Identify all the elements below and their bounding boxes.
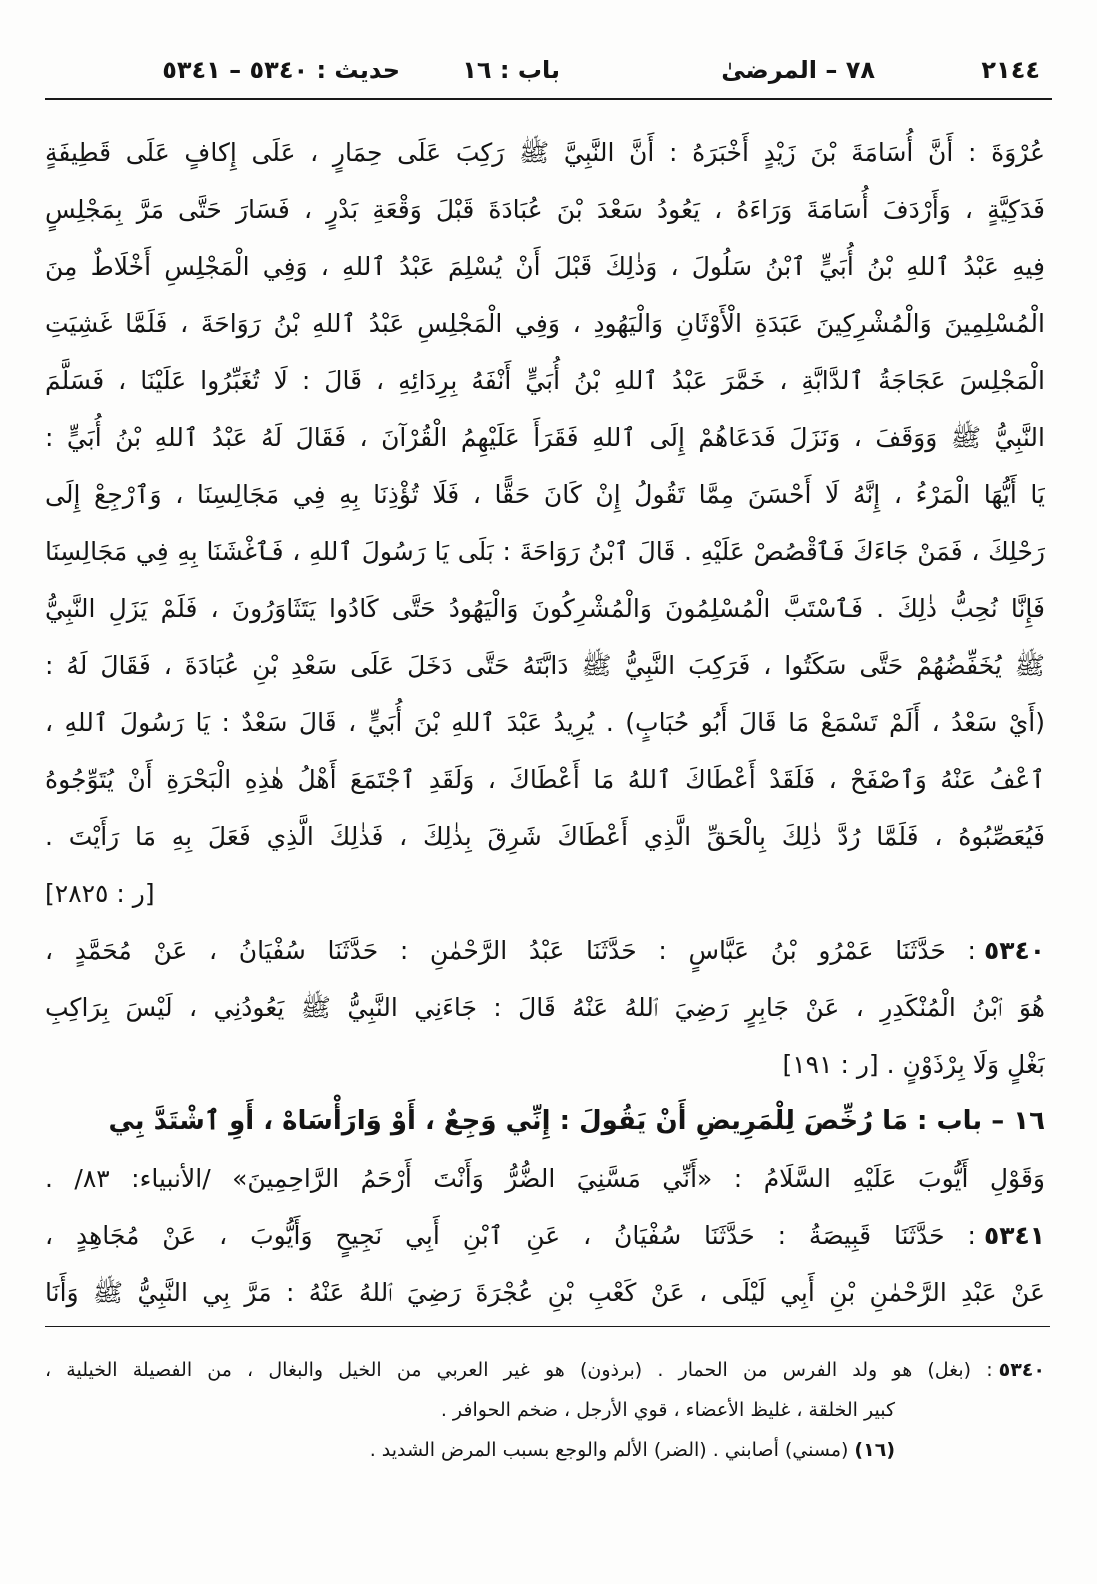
- footnote-text: : (بغل) هو ولد الفرس من الحمار . (برذون) هو غير العربي من الخيل والبغال ، من الفصيلة الخيلية ،: [45, 1359, 993, 1381]
- header-rule: [45, 98, 1052, 100]
- text-line: بَغْلٍ وَلَا بِرْذَوْنٍ . [ر : ١٩١]: [782, 1050, 1045, 1079]
- text-line: عَنْ عَبْدِ الرَّحْمٰنِ بْنِ أَبِي لَيْلَى ، عَنْ كَعْبِ بْنِ عُجْرَةَ رَضِيَ ٱللهُ عَنْهُ : مَرَّ بِي النَّبِيُّ ﷺ وَأَنَا: [45, 1278, 1045, 1307]
- hadith-text: : حَدَّثَنَا عَمْرُو بْنُ عَبَّاسٍ : حَدَّثَنَا عَبْدُ الرَّحْمٰنِ : حَدَّثَنَا سُفْيَانُ ، عَنْ مُحَمَّدٍ ،: [45, 936, 976, 965]
- quran-citation-line: وَقَوْلِ أَيُّوبَ عَلَيْهِ السَّلَامُ : «أَنِّي مَسَّنِيَ الضُّرُّ وَأَنْتَ أَرْحَمُ الرَّاحِمِينَ» /الأنبياء: ٨٣/ .: [45, 1164, 1045, 1193]
- footnote-text: (مسني) أصابني . (الضر) الألم والوجع بسبب المرض الشديد .: [369, 1439, 849, 1461]
- footnote-separator: [45, 1326, 1050, 1327]
- chapter-title: ٧٨ – المرضىٰ: [721, 56, 875, 84]
- text-line: ٱعْفُ عَنْهُ وَٱصْفَحْ ، فَلَقَدْ أَعْطَاكَ ٱللهُ مَا أَعْطَاكَ ، وَلَقَدِ ٱجْتَمَعَ أَهْلُ هٰذِهِ الْبَحْرَةِ أَنْ يُتَوِّجُوهُ: [45, 765, 1045, 794]
- footnotes: [45, 1350, 1045, 1470]
- text-line: رَحْلِكَ ، فَمَنْ جَاءَكَ فَٱقْصُصْ عَلَيْهِ . قَالَ ٱبْنُ رَوَاحَةَ : بَلَى يَا رَسُولَ ٱللهِ ، فَٱغْشَنَا بِهِ فِي مَجَالِسِنَا: [45, 537, 1045, 566]
- text-line: عُرْوَةَ : أَنَّ أُسَامَةَ بْنَ زَيْدٍ أَخْبَرَهُ : أَنَّ النَّبِيَّ ﷺ رَكِبَ عَلَى حِمَارٍ ، عَلَى إِكافٍ عَلَى قَطِيفَةٍ: [45, 138, 1045, 167]
- hadith-range: حديث : ٥٣٤٠ – ٥٣٤١: [162, 56, 400, 84]
- text-line: الْمَجْلِسَ عَجَاجَةُ ٱلدَّابَّةِ ، خَمَّرَ عَبْدُ ٱللهِ بْنُ أُبَيٍّ أَنْفَهُ بِرِدَائِهِ ، قَالَ : لَا تُغَبِّرُوا عَلَيْنَا ، فَسَلَّمَ: [45, 366, 1045, 395]
- main-text: [45, 124, 1045, 1321]
- footnote: [45, 1430, 1045, 1470]
- footnote-continuation: كبير الخلقة ، غليظ الأعضاء ، قوي الأرجل ، ضخم الحوافر .: [440, 1399, 895, 1421]
- text-line: الْمُسْلِمِينَ وَالْمُشْرِكِينَ عَبَدَةِ الْأَوْثَانِ وَالْيَهُودِ ، وَفِي الْمَجْلِسِ عَبْدُ ٱللهِ بْنُ رَوَاحَةَ ، فَلَمَّا غَشِيَتِ: [45, 309, 1045, 338]
- text-line: يَا أَيُّهَا الْمَرْءُ ، إِنَّهُ لَا أَحْسَنَ مِمَّا تَقُولُ إِنْ كَانَ حَقًّا ، فَلَا تُؤْذِنَا بِهِ فِي مَجَالِسِنَا ، وَٱرْجِعْ إِلَى: [45, 480, 1045, 509]
- text-line: فَإِنَّا نُحِبُّ ذٰلِكَ . فَٱسْتَبَّ الْمُسْلِمُونَ وَالْمُشْرِكُونَ وَالْيَهُودُ حَتَّى كَادُوا يَتَثَاوَرُونَ ، فَلَمْ يَزَلِ النَّبِيُّ: [45, 594, 1045, 623]
- bab-label: باب : ١٦: [462, 56, 560, 84]
- page-number: ٢١٤٤: [981, 56, 1040, 84]
- hadith-first-line: [45, 922, 1045, 979]
- hadith-number: ٥٣٤٠: [983, 936, 1045, 965]
- text-line: النَّبِيُّ ﷺ وَوَقَفَ ، وَنَزَلَ فَدَعَاهُمْ إِلَى ٱللهِ فَقَرَأَ عَلَيْهِمُ الْقُرْآنَ ، فَقَالَ لَهُ عَبْدُ ٱللهِ بْنُ أُبَيٍّ :: [45, 423, 1045, 452]
- text-line: هُوَ ٱبْنُ الْمُنْكَدِرِ ، عَنْ جَابِرٍ رَضِيَ ٱللهُ عَنْهُ قَالَ : جَاءَنِي النَّبِيُّ ﷺ يَعُودُنِي ، لَيْسَ بِرَاكِبِ: [45, 993, 1045, 1022]
- footnote-ref: (١٦): [854, 1439, 895, 1461]
- hadith-text: : حَدَّثَنَا قَبِيصَةُ : حَدَّثَنَا سُفْيَانُ ، عَنِ ٱبْنِ أَبِي نَجِيحٍ وَأَيُّوبَ ، عَنْ مُجَاهِدٍ ،: [45, 1221, 976, 1250]
- text-line: فَيُعَصِّبُوهُ ، فَلَمَّا رُدَّ ذٰلِكَ بِالْحَقِّ الَّذِي أَعْطَاكَ شَرِقَ بِذٰلِكَ ، فَذٰلِكَ الَّذِي فَعَلَ بِهِ مَا رَأَيْتَ .: [45, 822, 1045, 851]
- text-line: فَدَكِيَّةٍ ، وَأَرْدَفَ أُسَامَةَ وَرَاءَهُ ، يَعُودُ سَعْدَ بْنَ عُبَادَةَ قَبْلَ وَقْعَةِ بَدْرٍ ، فَسَارَ حَتَّى مَرَّ بِمَجْلِسٍ: [45, 195, 1045, 224]
- text-line: ﷺ يُخَفِّضُهُمْ حَتَّى سَكَتُوا ، فَرَكِبَ النَّبِيُّ ﷺ دَابَّتَهُ حَتَّى دَخَلَ عَلَى سَعْدِ بْنِ عُبَادَةَ ، فَقَالَ لَهُ :: [45, 651, 1045, 680]
- hadith-number: ٥٣٤١: [983, 1221, 1045, 1250]
- footnote: [45, 1350, 1045, 1390]
- hadith-first-line: [45, 1207, 1045, 1264]
- chapter-heading: ١٦ – باب : مَا رُخِّصَ لِلْمَرِيضِ أَنْ يَقُولَ : إِنِّي وَجِعٌ ، أَوْ وَارَأْسَاهْ ، أَوِ ٱشْتَدَّ بِي: [108, 1106, 1045, 1136]
- cross-reference: [ر : ٢٨٢٥]: [45, 879, 155, 908]
- text-line: فِيهِ عَبْدُ ٱللهِ بْنُ أُبَيٍّ ٱبْنُ سَلُولَ ، وَذٰلِكَ قَبْلَ أَنْ يُسْلِمَ عَبْدُ ٱللهِ ، وَفِي الْمَجْلِسِ أَخْلَاطٌ مِنَ: [45, 252, 1045, 281]
- footnote-ref: ٥٣٤٠: [998, 1359, 1045, 1381]
- text-line: (أَيْ سَعْدُ ، أَلَمْ تَسْمَعْ مَا قَالَ أَبُو حُبَابٍ) . يُرِيدُ عَبْدَ ٱللهِ بْنَ أُبَيٍّ ، قَالَ سَعْدٌ : يَا رَسُولَ ٱللهِ ،: [45, 708, 1045, 737]
